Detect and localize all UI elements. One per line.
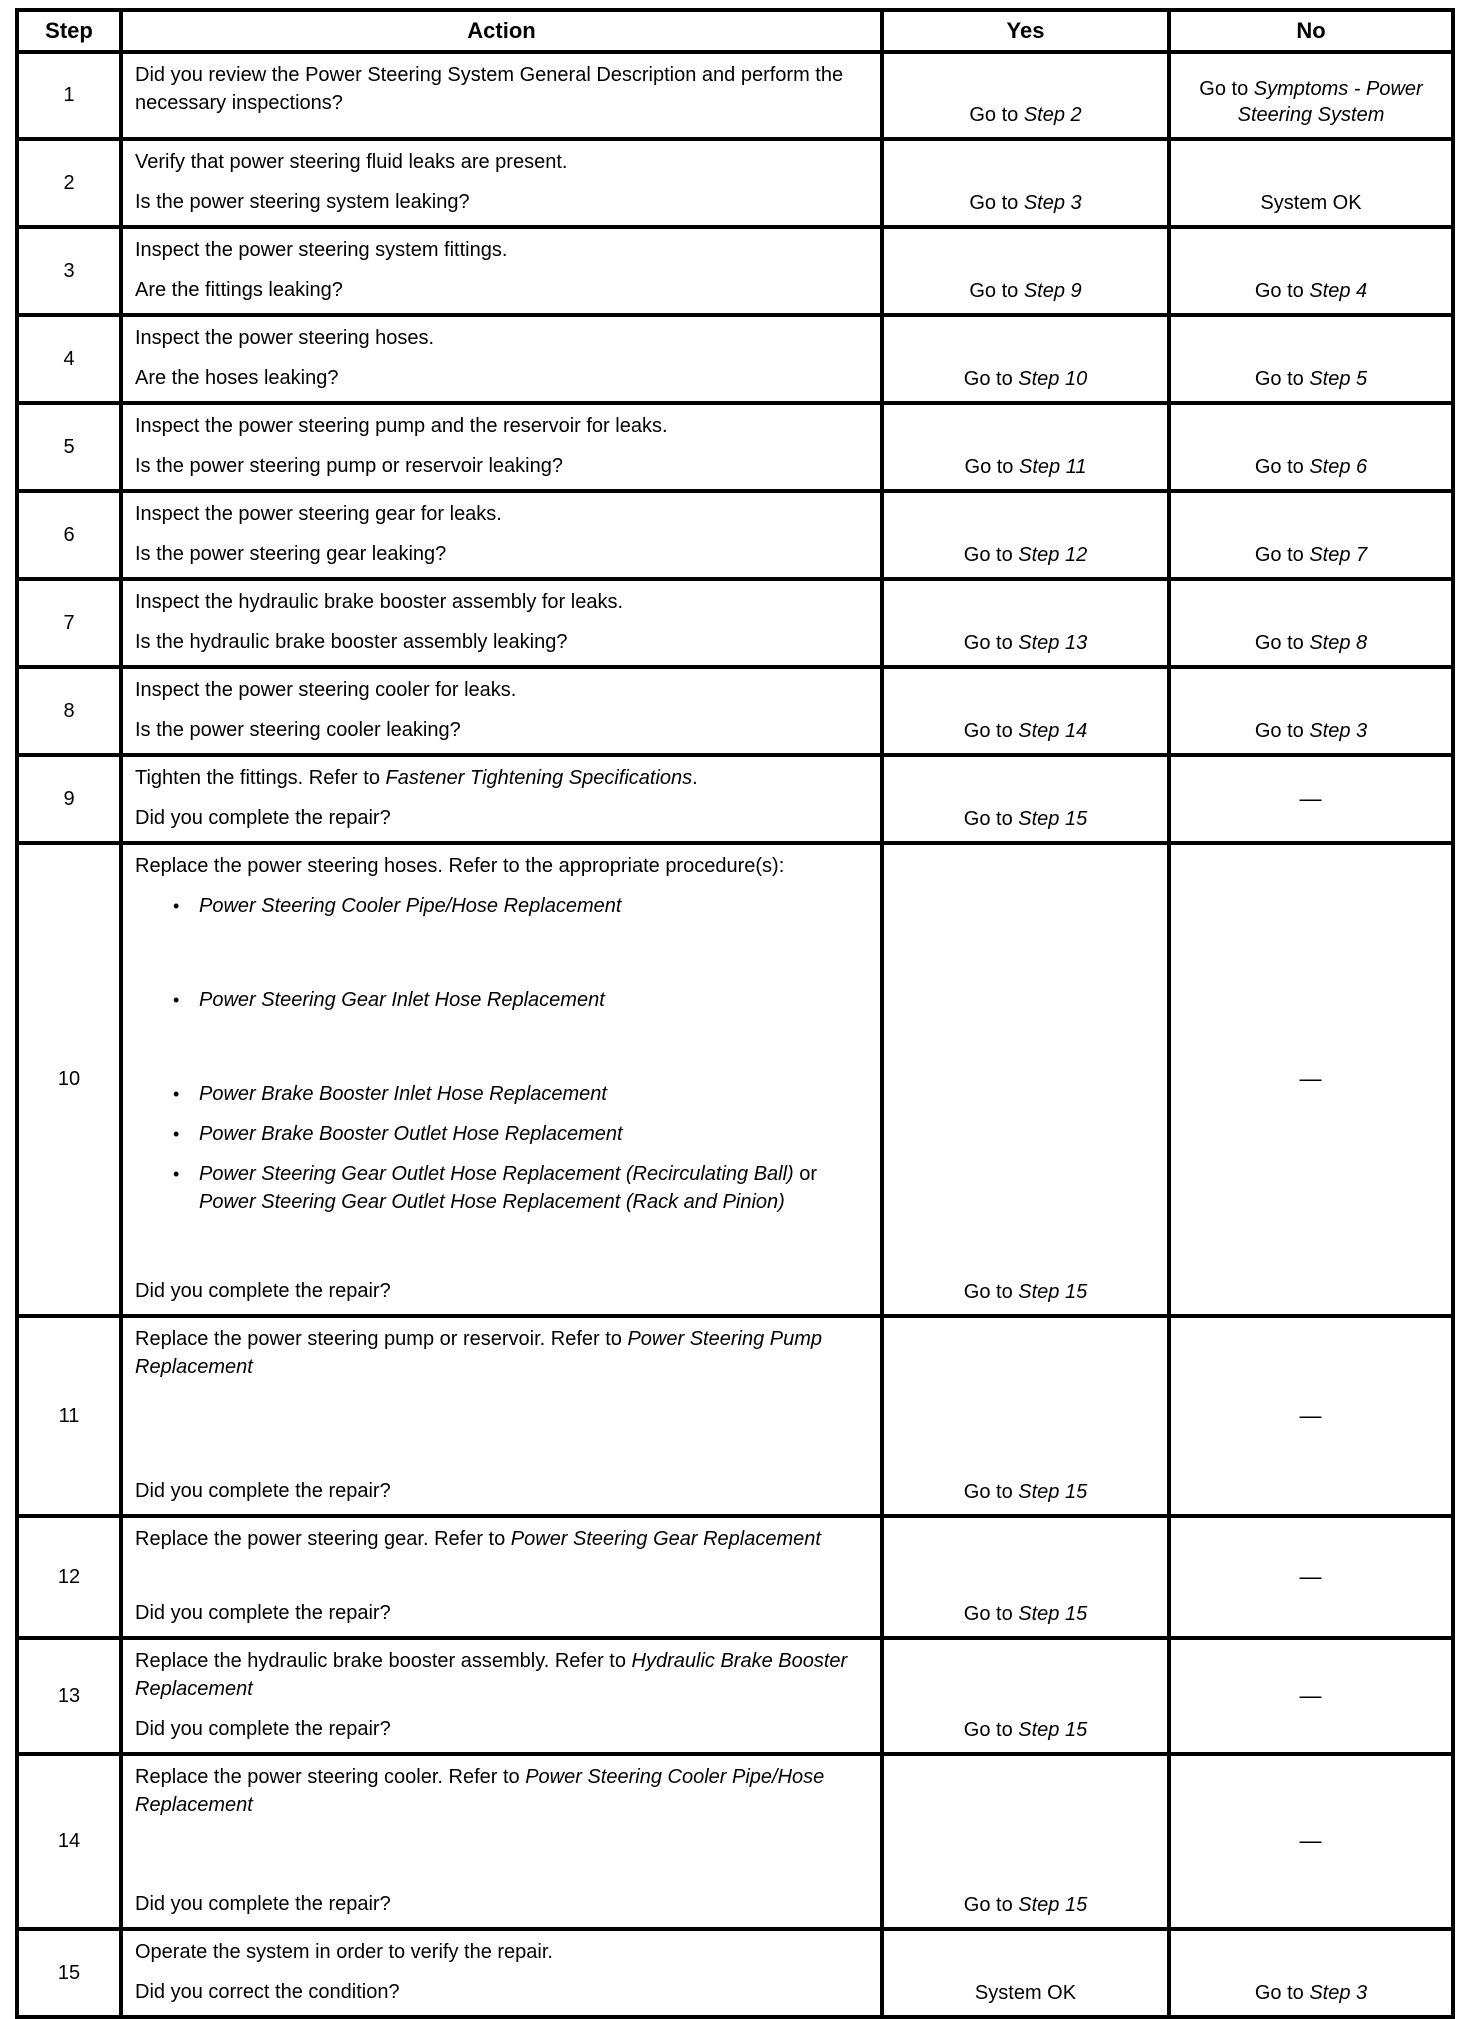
action-paragraph <box>135 364 870 392</box>
no-cell <box>1171 1318 1451 1514</box>
step-cell: 6 <box>19 493 123 577</box>
table-row <box>19 1636 1451 1752</box>
text-segment: Did you complete the repair? <box>135 807 391 829</box>
action-cell <box>123 1318 884 1514</box>
no-cell <box>1171 581 1451 665</box>
bullet-item <box>173 1080 870 1108</box>
text-segment: Go to <box>1254 1982 1310 2004</box>
table-row <box>19 225 1451 313</box>
action-cell <box>123 229 884 313</box>
italic-text: Symptoms - Power Steering System <box>1237 78 1423 126</box>
bullet-text <box>199 1120 623 1148</box>
italic-text: Power Brake Booster Inlet Hose Replacement <box>199 1083 607 1105</box>
action-paragraph <box>135 676 870 704</box>
column-header-yes: Yes <box>884 12 1171 50</box>
italic-text: Step 15 <box>1018 1603 1088 1625</box>
table-header-row <box>19 12 1451 50</box>
bullet-icon: • <box>173 1084 180 1104</box>
answer-text <box>964 1479 1087 1505</box>
text-segment: Did you correct the condition? <box>135 1981 400 2003</box>
bullet-item <box>173 1120 870 1148</box>
table-row <box>19 753 1451 841</box>
yes-cell <box>884 1318 1171 1514</box>
text-segment: Replace the power steering cooler. Refer to <box>135 1766 526 1788</box>
action-paragraph <box>135 540 870 568</box>
answer-text <box>964 718 1087 744</box>
action-paragraph <box>135 1715 870 1743</box>
answer-text <box>1255 718 1367 744</box>
action-paragraph <box>135 452 870 480</box>
action-cell <box>123 141 884 225</box>
italic-text: Step 12 <box>1018 544 1088 566</box>
action-paragraph <box>135 1599 870 1627</box>
answer-text <box>1300 1828 1323 1855</box>
no-cell <box>1171 845 1451 1314</box>
text-segment: Are the fittings leaking? <box>135 279 343 301</box>
table-row <box>19 1514 1451 1636</box>
text-segment: Did you complete the repair? <box>135 1280 391 1302</box>
italic-text: Step 7 <box>1309 544 1368 566</box>
answer-text <box>1255 366 1367 392</box>
action-paragraph <box>135 1277 870 1305</box>
text-segment: Inspect the power steering cooler for leaks. <box>135 679 517 701</box>
text-segment: Go to <box>1254 368 1310 390</box>
table-row <box>19 1314 1451 1514</box>
column-header-step: Step <box>19 12 123 50</box>
text-segment: Go to <box>1254 456 1310 478</box>
answer-text <box>964 366 1087 392</box>
action-paragraph <box>135 412 870 440</box>
text-segment: Is the power steering pump or reservoir leaking? <box>135 455 563 477</box>
table-row <box>19 841 1451 1314</box>
italic-text: Step 11 <box>1019 456 1087 478</box>
text-segment: Go to <box>1254 720 1310 742</box>
italic-text: Power Steering Cooler Pipe/Hose Replacement <box>199 895 622 917</box>
step-cell: 3 <box>19 229 123 313</box>
table-row <box>19 50 1451 137</box>
text-segment: Inspect the hydraulic brake booster assembly for leaks. <box>135 591 624 613</box>
action-paragraph <box>135 1325 870 1381</box>
text-segment: Go to <box>964 456 1019 478</box>
yes-cell <box>884 405 1171 489</box>
yes-cell <box>884 1518 1171 1636</box>
dash-icon: — <box>1299 1066 1323 1091</box>
action-cell <box>123 317 884 401</box>
bullet-icon: • <box>173 1164 180 1184</box>
step-cell: 4 <box>19 317 123 401</box>
text-segment: Inspect the power steering system fittings. <box>135 239 508 261</box>
step-cell: 7 <box>19 581 123 665</box>
action-paragraph <box>135 61 870 117</box>
yes-cell <box>884 493 1171 577</box>
bullet-item <box>173 892 870 920</box>
text-segment: Go to <box>1254 632 1310 654</box>
action-paragraph <box>135 764 870 792</box>
step-cell: 10 <box>19 845 123 1314</box>
text-segment: Is the power steering cooler leaking? <box>135 719 461 741</box>
power-steering-leak-diagnosis-table <box>15 8 1455 2019</box>
answer-text <box>1300 786 1323 813</box>
text-segment: Go to <box>969 280 1024 302</box>
yes-cell <box>884 669 1171 753</box>
answer-text <box>969 190 1081 216</box>
text-segment: Did you complete the repair? <box>135 1602 391 1624</box>
step-cell: 5 <box>19 405 123 489</box>
italic-text: Fastener Tightening Specifications <box>385 767 693 789</box>
italic-text: Step 5 <box>1309 368 1368 390</box>
answer-text <box>1255 542 1367 568</box>
italic-text: Step 8 <box>1309 632 1368 654</box>
no-cell <box>1171 1931 1451 2015</box>
text-segment: Inspect the power steering gear for leaks. <box>135 503 502 525</box>
step-cell: 12 <box>19 1518 123 1636</box>
italic-text: Power Brake Booster Outlet Hose Replacement <box>199 1123 623 1145</box>
italic-text: Step 15 <box>1018 1894 1088 1916</box>
text-segment: Go to <box>963 1719 1019 1741</box>
action-cell <box>123 493 884 577</box>
yes-cell <box>884 317 1171 401</box>
text-segment: Go to <box>963 1281 1019 1303</box>
table-row <box>19 577 1451 665</box>
bullet-icon: • <box>173 896 180 916</box>
table-row <box>19 665 1451 753</box>
answer-text <box>1255 1980 1367 2006</box>
action-paragraph <box>135 852 870 880</box>
action-paragraph <box>135 236 870 264</box>
text-segment: Verify that power steering fluid leaks are present. <box>135 151 568 173</box>
text-segment: Did you complete the repair? <box>135 1893 391 1915</box>
text-segment: Replace the hydraulic brake booster assembly. Refer to <box>135 1650 632 1672</box>
text-segment: Inspect the power steering pump and the reservoir for leaks. <box>135 415 668 437</box>
step-cell: 14 <box>19 1756 123 1927</box>
yes-cell <box>884 581 1171 665</box>
italic-text: Step 9 <box>1023 280 1082 302</box>
action-paragraph <box>135 148 870 176</box>
step-cell: 8 <box>19 669 123 753</box>
action-paragraph <box>135 1477 870 1505</box>
text-segment: Go to <box>1199 78 1254 100</box>
step-cell: 1 <box>19 54 123 137</box>
column-header-action: Action <box>123 12 884 50</box>
text-segment: Go to <box>963 1603 1019 1625</box>
step-cell: 9 <box>19 757 123 841</box>
action-cell <box>123 757 884 841</box>
no-cell <box>1171 54 1451 137</box>
action-paragraph <box>135 1763 870 1819</box>
text-segment: Go to <box>963 632 1019 654</box>
text-segment: System OK <box>1260 192 1362 214</box>
yes-cell <box>884 54 1171 137</box>
dash-icon: — <box>1299 785 1323 811</box>
italic-text: Power Steering Gear Replacement <box>510 1528 821 1550</box>
italic-text: Step 15 <box>1018 808 1088 830</box>
answer-text <box>964 630 1087 656</box>
text-segment: Go to <box>1254 280 1310 302</box>
answer-text <box>1300 1683 1323 1710</box>
italic-text: Step 15 <box>1018 1719 1088 1741</box>
action-cell <box>123 1931 884 2015</box>
bullet-text <box>199 986 605 1014</box>
no-cell <box>1171 1518 1451 1636</box>
yes-cell <box>884 229 1171 313</box>
italic-text: Power Steering Gear Inlet Hose Replacement <box>199 989 605 1011</box>
italic-text: Step 2 <box>1023 104 1082 126</box>
answer-text <box>964 1717 1087 1743</box>
no-cell <box>1171 405 1451 489</box>
step-cell: 2 <box>19 141 123 225</box>
text-segment: Tighten the fittings. Refer to <box>135 767 386 789</box>
dash-icon: — <box>1299 1563 1323 1589</box>
bullet-icon: • <box>173 990 180 1010</box>
action-paragraph <box>135 804 870 832</box>
italic-text: Power Steering Gear Outlet Hose Replacement (Rack and Pinion) <box>199 1191 785 1213</box>
yes-cell <box>884 141 1171 225</box>
answer-text <box>969 278 1081 304</box>
action-paragraph <box>135 716 870 744</box>
action-cell <box>123 1640 884 1752</box>
yes-cell <box>884 1640 1171 1752</box>
column-header-no: No <box>1296 18 1326 43</box>
answer-text <box>1300 1066 1323 1093</box>
action-paragraph <box>135 500 870 528</box>
action-paragraph <box>135 188 870 216</box>
action-paragraph <box>135 276 870 304</box>
text-segment: Did you review the Power Steering System General Description and perform the necessary inspections? <box>135 64 844 114</box>
italic-text: Step 3 <box>1309 1982 1368 2004</box>
yes-cell <box>884 757 1171 841</box>
answer-text <box>1255 454 1367 480</box>
text-segment: Go to <box>963 1481 1019 1503</box>
text-segment: Replace the power steering hoses. Refer to the appropriate procedure(s): <box>135 855 785 877</box>
italic-text: Step 14 <box>1018 720 1088 742</box>
text-segment: Go to <box>963 544 1019 566</box>
answer-text <box>975 1980 1076 2006</box>
text-segment: Go to <box>963 720 1019 742</box>
action-paragraph <box>135 1890 870 1918</box>
text-segment: Is the power steering system leaking? <box>135 191 470 213</box>
action-cell <box>123 1518 884 1636</box>
text-segment: Did you complete the repair? <box>135 1480 391 1502</box>
italic-text: Power Steering Gear Outlet Hose Replacement (Recirculating Ball) <box>199 1163 794 1185</box>
italic-text: Step 15 <box>1018 1281 1088 1303</box>
answer-text <box>1260 190 1361 216</box>
bullet-text <box>199 1160 870 1216</box>
text-segment: Is the power steering gear leaking? <box>135 543 447 565</box>
answer-text <box>969 102 1081 128</box>
bullet-item <box>173 986 870 1014</box>
table-row <box>19 401 1451 489</box>
table-row <box>19 1927 1451 2015</box>
bullet-text <box>199 1080 607 1108</box>
action-paragraph <box>135 324 870 352</box>
action-cell <box>123 669 884 753</box>
italic-text: Step 10 <box>1018 368 1088 390</box>
answer-text <box>1255 630 1367 656</box>
answer-text <box>964 1601 1087 1627</box>
dash-icon: — <box>1299 1828 1323 1853</box>
bullet-item <box>173 1160 870 1216</box>
yes-cell <box>884 1756 1171 1927</box>
answer-text <box>964 1892 1087 1918</box>
text-segment: Go to <box>969 104 1024 126</box>
italic-text: Step 3 <box>1023 192 1082 214</box>
action-cell <box>123 54 884 137</box>
answer-text <box>1300 1403 1323 1430</box>
action-paragraph <box>135 1938 870 1966</box>
text-segment: Is the hydraulic brake booster assembly leaking? <box>135 631 568 653</box>
table-row <box>19 313 1451 401</box>
step-cell: 13 <box>19 1640 123 1752</box>
italic-text: Step 3 <box>1309 720 1368 742</box>
table-row <box>19 489 1451 577</box>
dash-icon: — <box>1299 1682 1323 1708</box>
dash-icon: — <box>1299 1402 1323 1428</box>
yes-cell <box>884 1931 1171 2015</box>
text-segment: Did you complete the repair? <box>135 1718 391 1740</box>
text-segment: Go to <box>963 368 1019 390</box>
answer-text <box>964 806 1087 832</box>
italic-text: Power Steering Pump Replacement <box>135 1328 823 1378</box>
bullet-icon: • <box>173 1124 180 1144</box>
action-paragraph <box>135 1647 870 1703</box>
answer-text <box>964 542 1087 568</box>
italic-text: Step 4 <box>1309 280 1368 302</box>
answer-text <box>965 454 1087 480</box>
italic-text: Step 6 <box>1309 456 1368 478</box>
yes-cell <box>884 845 1171 1314</box>
answer-text <box>1300 1564 1323 1591</box>
italic-text: Step 15 <box>1018 1481 1088 1503</box>
step-cell: 15 <box>19 1931 123 2015</box>
no-cell <box>1171 493 1451 577</box>
action-paragraph <box>135 1978 870 2006</box>
text-segment: Replace the power steering pump or reservoir. Refer to <box>135 1328 628 1350</box>
table-body <box>19 50 1451 2015</box>
no-cell <box>1171 1640 1451 1752</box>
text-segment: Inspect the power steering hoses. <box>135 327 435 349</box>
text-segment: or <box>793 1163 818 1185</box>
action-paragraph <box>135 628 870 656</box>
text-segment: Go to <box>969 192 1024 214</box>
italic-text: Step 13 <box>1018 632 1088 654</box>
step-cell: 11 <box>19 1318 123 1514</box>
no-cell <box>1171 317 1451 401</box>
text-segment: Go to <box>963 1894 1019 1916</box>
italic-text: Hydraulic Brake Booster Replacement <box>135 1650 848 1700</box>
bullet-text <box>199 892 621 920</box>
action-cell <box>123 405 884 489</box>
action-cell <box>123 845 884 1314</box>
action-cell <box>123 1756 884 1927</box>
table-row <box>19 137 1451 225</box>
answer-text <box>964 1279 1087 1305</box>
no-cell <box>1171 669 1451 753</box>
action-paragraph <box>135 1525 870 1553</box>
text-segment: Go to <box>963 808 1019 830</box>
table-row <box>19 1752 1451 1927</box>
text-segment: Are the hoses leaking? <box>135 367 339 389</box>
italic-text: Power Steering Cooler Pipe/Hose Replacement <box>135 1766 825 1816</box>
text-segment: . <box>692 767 698 789</box>
text-segment: Replace the power steering gear. Refer to <box>135 1528 511 1550</box>
no-cell <box>1171 757 1451 841</box>
action-paragraph <box>135 588 870 616</box>
no-cell <box>1171 141 1451 225</box>
text-segment: Go to <box>1254 544 1310 566</box>
no-cell <box>1171 1756 1451 1927</box>
answer-text <box>1255 278 1367 304</box>
text-segment: Operate the system in order to verify the repair. <box>135 1941 553 1963</box>
no-cell <box>1171 229 1451 313</box>
answer-text <box>1177 76 1445 128</box>
action-cell <box>123 581 884 665</box>
text-segment: System OK <box>974 1982 1077 2004</box>
